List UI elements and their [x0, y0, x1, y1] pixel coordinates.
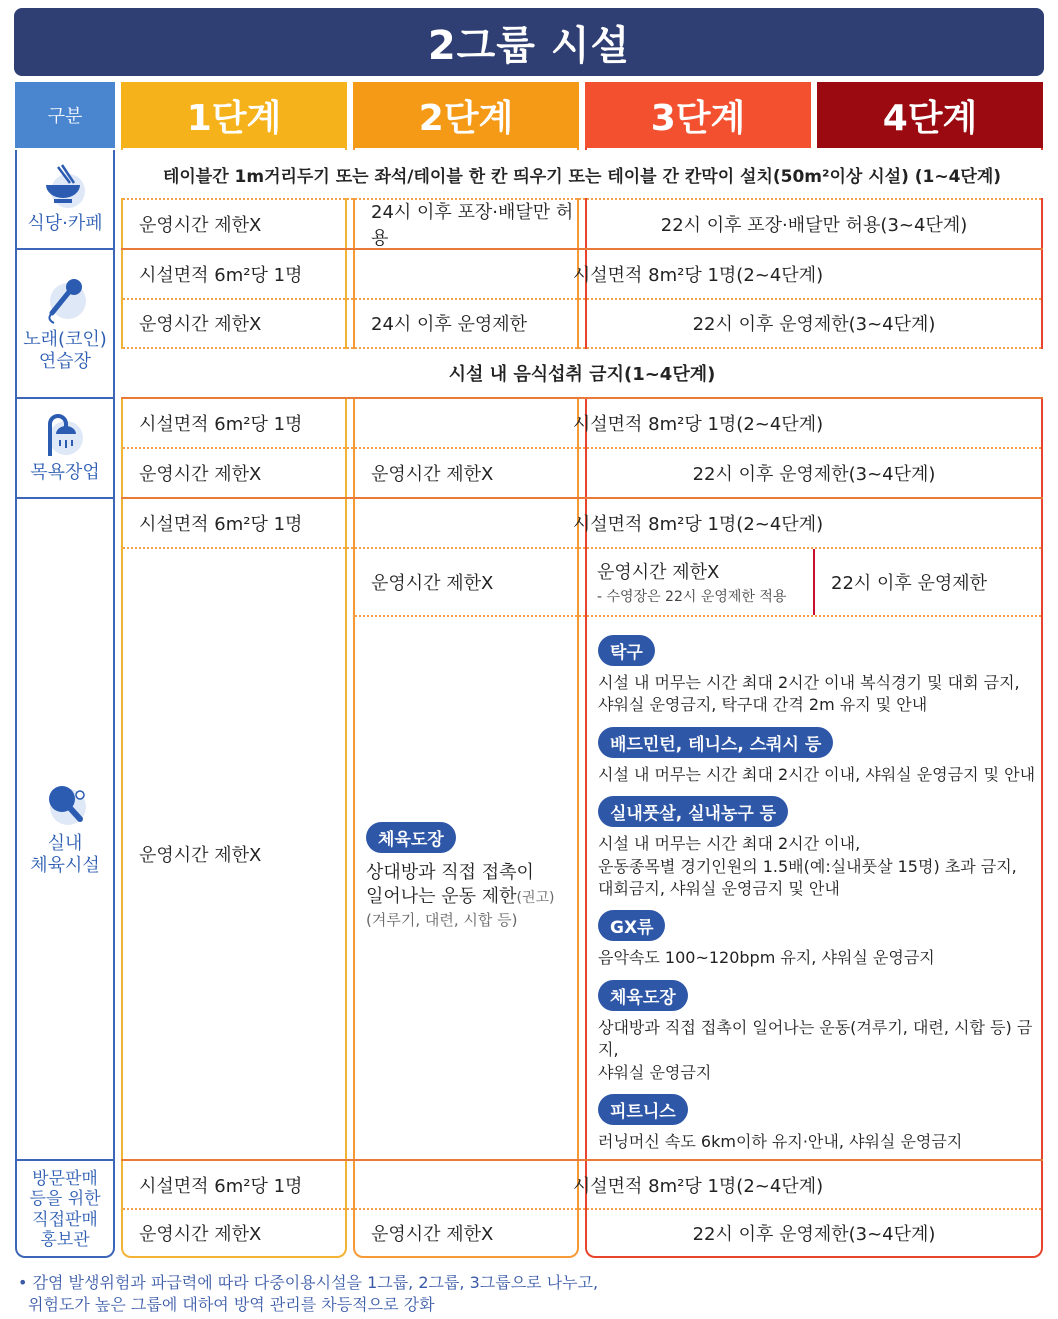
category-label: 방문판매	[32, 1168, 98, 1189]
sport-tag: 실내풋살, 실내농구 등	[598, 796, 788, 827]
sport-desc-line: 샤워실 운영금지, 탁구대 간격 2m 유지 및 안내	[598, 695, 928, 715]
category-label: 직접판매	[32, 1209, 98, 1230]
sport-rule-item	[598, 910, 1036, 969]
sales-time-stage2: 운영시간 제한X	[371, 1223, 494, 1245]
gym-stage2-desc2: 일어나는 운동 제한	[366, 886, 517, 908]
category-label: 연습장	[38, 350, 92, 372]
gym-time-stage2: 운영시간 제한X	[371, 573, 494, 594]
sport-tag: 피트니스	[598, 1094, 688, 1125]
category-karaoke	[15, 250, 115, 397]
bowl-icon	[40, 163, 90, 209]
sport-desc-line: 상대방과 직접 접촉이 일어나는 운동(겨루기, 대련, 시합 등) 금지,	[598, 1017, 1033, 1060]
sport-rule-item	[598, 796, 1036, 900]
microphone-icon	[40, 275, 90, 325]
sport-desc-line: 시설 내 머무는 시간 최대 2시간 이내,	[598, 834, 861, 854]
header-stage-2: 2단계	[353, 82, 579, 148]
bath-time-stage1: 운영시간 제한X	[139, 463, 262, 485]
sport-desc-line: 대회금지, 샤워실 운영금지 및 안내	[598, 878, 840, 898]
gym-time-stage1: 운영시간 제한X	[139, 845, 262, 866]
gym-stage2-note	[366, 822, 574, 930]
footnote-line2: 위험도가 높은 그룹에 대하여 방역 관리를 차등적으로 강화	[28, 1295, 435, 1315]
sport-desc-line: 운동종목별 경기인원의 1.5배(예:실내풋살 15명) 초과 금지,	[598, 856, 1017, 876]
gym-stage2-desc-line1: 상대방과 직접 접촉이	[366, 862, 534, 883]
footnote-line1: • 감염 발생위험과 파급력에 따라 다중이용시설을 1그룹, 2그룹, 3그룹으로 나누고,	[18, 1273, 599, 1292]
header-stage-4: 4단계	[817, 82, 1043, 148]
gym-stage2-desc-line2	[366, 885, 574, 909]
shower-icon	[42, 412, 88, 458]
gym-stage2-desc2-small: (권고)	[516, 890, 555, 907]
restaurant-distancing-rule: 테이블간 1m거리두기 또는 좌석/테이블 한 칸 띄우기 또는 테이블 간 칸막이 설치(50m²이상 시설) (1~4단계)	[121, 150, 1043, 198]
sport-rule-item	[598, 727, 1036, 786]
bath-time-stage2: 운영시간 제한X	[371, 463, 494, 485]
restaurant-stage2: 24시 이후 포장·배달만 허용	[371, 201, 574, 249]
sports-rules-list	[598, 635, 1036, 1153]
sales-time-stage34: 22시 이후 운영제한(3~4단계)	[692, 1223, 936, 1245]
gym-time-stage3-sub: - 수영장은 22시 운영제한 적용	[597, 589, 787, 605]
category-label: 식당·카페	[27, 213, 103, 235]
karaoke-time-stage1: 운영시간 제한X	[139, 314, 262, 335]
sport-tag: 탁구	[598, 635, 655, 666]
page-title: 2그룹 시설	[14, 8, 1044, 76]
sport-desc-line: 시설 내 머무는 시간 최대 2시간 이내 복식경기 및 대회 금지,	[598, 673, 1020, 692]
bath-area-stage1: 시설면적 6m²당 1명	[139, 414, 303, 435]
sales-area-stage24: 시설면적 8m²당 1명(2~4단계)	[572, 1175, 824, 1197]
sport-desc-line: 음악속도 100~120bpm 유지, 샤워실 운영금지	[598, 948, 935, 968]
sales-time-stage1: 운영시간 제한X	[139, 1223, 262, 1245]
category-label: 노래(코인)	[23, 328, 107, 350]
bath-time-stage34: 22시 이후 운영제한(3~4단계)	[692, 463, 936, 485]
gym-time-stage3-main: 운영시간 제한X	[597, 562, 720, 583]
sport-desc-line: 샤워실 운영금지	[598, 1062, 712, 1082]
gym-area-stage1: 시설면적 6m²당 1명	[139, 514, 303, 535]
header-stage-3: 3단계	[585, 82, 811, 148]
restaurant-stage1: 운영시간 제한X	[139, 214, 262, 236]
sport-rule-item	[598, 980, 1036, 1084]
gym-stage2-desc-line3: (겨루기, 대련, 시합 등)	[366, 910, 518, 929]
sport-desc-line: 러닝머신 속도 6km이하 유지·안내, 샤워실 운영금지	[598, 1131, 963, 1151]
category-bath	[15, 399, 115, 497]
category-label: 실내	[47, 833, 83, 855]
karaoke-food-rule: 시설 내 음식섭취 금지(1~4단계)	[121, 349, 1043, 397]
category-restaurant	[15, 150, 115, 248]
sport-desc-line: 시설 내 머무는 시간 최대 2시간 이내, 샤워실 운영금지 및 안내	[598, 764, 1036, 784]
gym-stage2-tag: 체육도장	[366, 822, 456, 853]
category-label: 홍보관	[40, 1229, 90, 1250]
sport-tag: 체육도장	[598, 980, 688, 1011]
karaoke-area-stage1: 시설면적 6m²당 1명	[139, 265, 303, 286]
restaurant-stage34: 22시 이후 포장·배달만 허용(3~4단계)	[660, 214, 968, 236]
row-divider	[355, 615, 1041, 617]
karaoke-time-stage34: 22시 이후 운영제한(3~4단계)	[692, 314, 936, 335]
sport-tag: 배드민턴, 테니스, 스쿼시 등	[598, 727, 833, 758]
category-sales	[15, 1161, 115, 1258]
gym-time-stage3	[597, 558, 811, 610]
category-label: 목욕장업	[30, 462, 100, 484]
sales-area-stage1: 시설면적 6m²당 1명	[139, 1175, 303, 1197]
header-category: 구분	[15, 82, 115, 148]
sport-rule-item	[598, 635, 1036, 717]
gym-time-stage4: 22시 이후 운영제한	[831, 573, 988, 594]
gym-area-stage24: 시설면적 8m²당 1명(2~4단계)	[572, 514, 824, 535]
karaoke-area-stage24: 시설면적 8m²당 1명(2~4단계)	[572, 265, 824, 286]
category-gym	[15, 499, 115, 1159]
category-label: 등을 위한	[29, 1189, 101, 1210]
karaoke-time-stage2: 24시 이후 운영제한	[371, 314, 528, 335]
ping-pong-icon	[40, 781, 90, 829]
bath-area-stage24: 시설면적 8m²당 1명(2~4단계)	[572, 414, 824, 435]
footnote	[18, 1272, 598, 1317]
category-label: 체육시설	[30, 855, 100, 876]
sport-tag: GX류	[598, 910, 665, 941]
sport-rule-item	[598, 1094, 1036, 1153]
header-stage-1: 1단계	[121, 82, 347, 148]
